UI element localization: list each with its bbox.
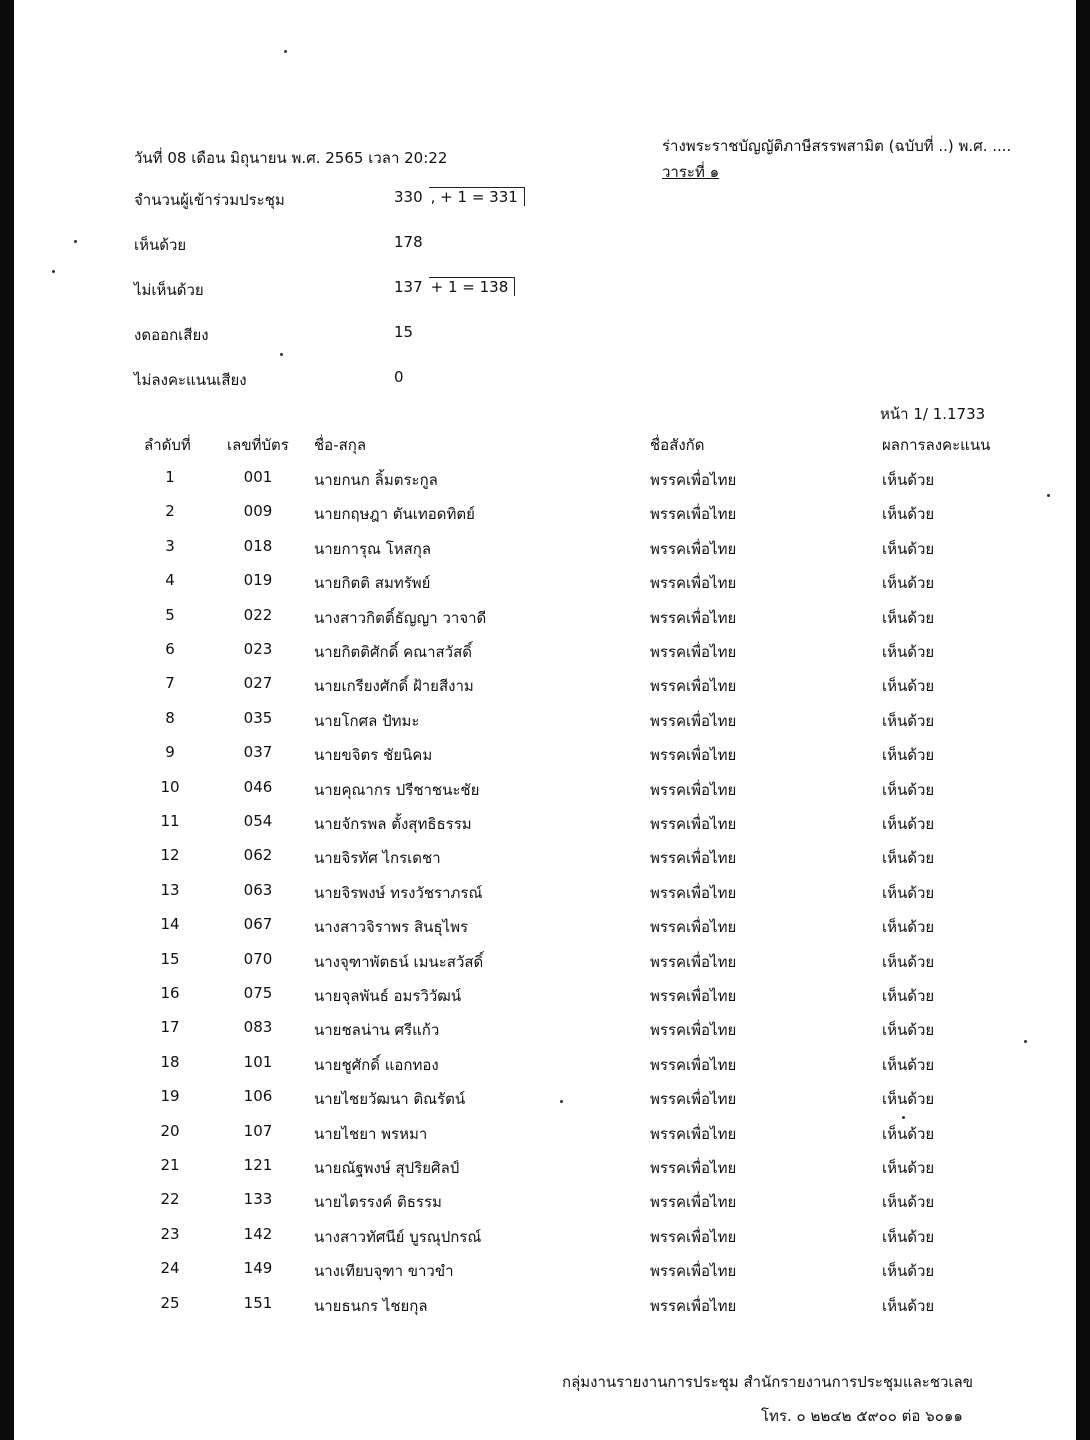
row-order: 21 [160, 1156, 180, 1174]
row-member-name: นางสาวทัศนีย์ บูรณุปกรณ์ [314, 1227, 482, 1246]
row-party: พรรคเพื่อไทย [650, 471, 737, 489]
row-member-name: นางสาวจิราพร สินธุไพร [314, 918, 469, 937]
footer-office: กลุ่มงานรายงานการประชุม สำนักรายงานการประชุมและชวเลข [562, 1373, 974, 1391]
row-member-name: นายขจิตร ชัยนิคม [314, 746, 433, 765]
row-card-number: 075 [243, 984, 273, 1002]
row-member-name: นายกิตติ สมทรัพย์ [314, 574, 431, 593]
summary-count: 330 [394, 188, 423, 206]
row-card-number: 142 [243, 1224, 273, 1243]
row-card-number: 035 [243, 708, 273, 727]
row-order: 6 [165, 640, 175, 658]
summary-count: 15 [394, 323, 414, 341]
row-party: พรรคเพื่อไทย [650, 677, 737, 696]
row-card-number: 106 [243, 1087, 273, 1106]
row-party: พรรคเพื่อไทย [650, 987, 737, 1005]
row-card-number: 046 [243, 777, 273, 796]
row-vote: เห็นด้วย [882, 1159, 935, 1177]
row-party: พรรคเพื่อไทย [650, 918, 737, 937]
row-vote: เห็นด้วย [882, 505, 935, 524]
header-vote-result: ผลการลงคะแนน [882, 436, 991, 454]
bill-title: ร่างพระราชบัญญัติภาษีสรรพสามิต (ฉบับที่ ..) พ.ศ. .... [662, 137, 1012, 155]
row-party: พรรคเพื่อไทย [650, 746, 737, 765]
row-order: 9 [165, 743, 175, 762]
row-card-number: 062 [243, 846, 273, 865]
scan-speck [1047, 494, 1050, 497]
row-party: พรรคเพื่อไทย [650, 849, 737, 868]
row-member-name: นางเทียบจุฑา ขาวขำ [314, 1262, 454, 1281]
row-order: 10 [160, 777, 180, 796]
row-order: 12 [160, 846, 180, 865]
row-party: พรรคเพื่อไทย [650, 574, 737, 593]
row-order: 14 [160, 915, 180, 934]
row-member-name: นายการุณ โหสกุล [314, 539, 432, 558]
row-member-name: นายธนกร ไชยกุล [314, 1296, 428, 1315]
row-member-name: นายไชยา พรหมา [314, 1124, 428, 1143]
row-order: 5 [165, 605, 175, 624]
row-member-name: นายจุลพันธ์ อมรวิวัฒน์ [314, 987, 462, 1005]
row-member-name: นายคุณากร ปรีชาชนะชัย [314, 780, 480, 799]
row-card-number: 001 [243, 468, 273, 486]
row-member-name: นายกนก ลิ้มตระกูล [314, 471, 438, 489]
row-order: 15 [160, 949, 180, 968]
row-order: 24 [160, 1259, 180, 1278]
row-vote: เห็นด้วย [882, 1090, 935, 1109]
row-order: 13 [160, 880, 180, 899]
row-party: พรรคเพื่อไทย [650, 1124, 737, 1143]
row-card-number: 133 [243, 1190, 273, 1209]
row-card-number: 009 [243, 502, 273, 521]
row-vote: เห็นด้วย [882, 815, 935, 833]
row-order: 8 [165, 708, 175, 727]
row-vote: เห็นด้วย [882, 471, 935, 489]
row-card-number: 107 [243, 1121, 273, 1140]
row-vote: เห็นด้วย [882, 1296, 935, 1315]
row-vote: เห็นด้วย [882, 1227, 935, 1246]
summary-value [394, 368, 404, 386]
row-member-name: นายชูศักดิ์ แอกทอง [314, 1055, 439, 1074]
row-party: พรรคเพื่อไทย [650, 1296, 737, 1315]
header-order: ลำดับที่ [144, 436, 191, 454]
row-card-number: 067 [243, 915, 273, 934]
row-order: 18 [160, 1052, 180, 1071]
row-card-number: 063 [243, 880, 273, 899]
row-order: 25 [160, 1293, 180, 1312]
row-vote: เห็นด้วย [882, 711, 935, 730]
row-card-number: 083 [243, 1018, 273, 1037]
scan-speck [284, 50, 287, 53]
row-party: พรรคเพื่อไทย [650, 815, 737, 833]
row-card-number: 054 [243, 812, 273, 830]
row-vote: เห็นด้วย [882, 746, 935, 765]
row-card-number: 027 [243, 674, 273, 693]
summary-count: 137 [394, 278, 423, 296]
row-party: พรรคเพื่อไทย [650, 883, 737, 902]
row-party: พรรคเพื่อไทย [650, 711, 737, 730]
row-party: พรรคเพื่อไทย [650, 643, 737, 661]
row-order: 4 [165, 571, 175, 590]
row-vote: เห็นด้วย [882, 608, 935, 627]
summary-value [394, 233, 423, 251]
row-vote: เห็นด้วย [882, 1021, 935, 1040]
row-order: 3 [165, 536, 175, 555]
row-member-name: นายจิรพงษ์ ทรงวัชราภรณ์ [314, 883, 483, 902]
summary-label: จำนวนผู้เข้าร่วมประชุม [134, 191, 285, 209]
row-party: พรรคเพื่อไทย [650, 608, 737, 627]
summary-adjustment: , + 1 = 331 [429, 187, 525, 206]
row-order: 16 [160, 984, 180, 1002]
row-card-number: 019 [243, 571, 273, 590]
row-order: 11 [160, 812, 180, 830]
row-member-name: นายจิรทัศ ไกรเดชา [314, 849, 441, 868]
row-order: 1 [165, 468, 175, 486]
row-order: 2 [165, 502, 175, 521]
row-vote: เห็นด้วย [882, 883, 935, 902]
row-member-name: นายจักรพล ตั้งสุทธิธรรม [314, 815, 472, 833]
row-vote: เห็นด้วย [882, 918, 935, 937]
row-vote: เห็นด้วย [882, 643, 935, 661]
row-party: พรรคเพื่อไทย [650, 539, 737, 558]
row-card-number: 037 [243, 743, 273, 762]
row-member-name: นายโกศล ปัทมะ [314, 711, 420, 730]
row-member-name: นายเกรียงศักดิ์ ฝ้ายสีงาม [314, 677, 474, 696]
row-vote: เห็นด้วย [882, 574, 935, 593]
row-order: 19 [160, 1087, 180, 1106]
summary-adjustment: + 1 = 138 [429, 277, 516, 296]
row-card-number: 022 [243, 605, 273, 624]
row-card-number: 023 [243, 640, 273, 658]
row-vote: เห็นด้วย [882, 1262, 935, 1281]
row-member-name: นายไตรรงค์ ติธรรม [314, 1193, 442, 1212]
row-order: 22 [160, 1190, 180, 1209]
row-order: 23 [160, 1224, 180, 1243]
row-card-number: 149 [243, 1259, 273, 1278]
row-party: พรรคเพื่อไทย [650, 780, 737, 799]
row-party: พรรคเพื่อไทย [650, 952, 737, 971]
row-vote: เห็นด้วย [882, 987, 935, 1005]
row-order: 7 [165, 674, 175, 693]
row-order: 17 [160, 1018, 180, 1037]
summary-label: ไม่เห็นด้วย [134, 281, 204, 299]
summary-value [394, 323, 413, 341]
document-page [14, 0, 1076, 1440]
summary-label: เห็นด้วย [134, 236, 187, 254]
row-vote: เห็นด้วย [882, 677, 935, 696]
summary-value [394, 278, 515, 296]
row-member-name: นายกิตติศักดิ์ คณาสวัสดิ์ [314, 643, 472, 661]
summary-count: 178 [394, 233, 423, 251]
header-name: ชื่อ-สกุล [314, 436, 367, 454]
reading-label: วาระที่ ๑ [662, 163, 720, 181]
row-vote: เห็นด้วย [882, 952, 935, 971]
scan-speck [280, 353, 283, 356]
row-party: พรรคเพื่อไทย [650, 1227, 737, 1246]
scan-speck [74, 240, 77, 243]
row-card-number: 070 [243, 949, 273, 968]
row-member-name: นางจุฑาพัตธน์ เมนะสวัสดิ์ [314, 952, 484, 971]
row-vote: เห็นด้วย [882, 849, 935, 868]
scan-speck [902, 1116, 905, 1119]
row-member-name: นายณัฐพงษ์ สุปริยศิลป์ [314, 1159, 460, 1177]
row-member-name: นางสาวกิตติ์ธัญญา วาจาดี [314, 608, 487, 627]
row-card-number: 101 [243, 1052, 273, 1071]
row-member-name: นายชลน่าน ศรีแก้ว [314, 1021, 440, 1040]
row-party: พรรคเพื่อไทย [650, 505, 737, 524]
header-card-number: เลขที่บัตร [227, 436, 289, 454]
row-member-name: นายไชยวัฒนา ติณรัตน์ [314, 1090, 466, 1109]
row-vote: เห็นด้วย [882, 1124, 935, 1143]
row-order: 20 [160, 1121, 180, 1140]
date-line: วันที่ 08 เดือน มิถุนายน พ.ศ. 2565 เวลา 20:22 [134, 149, 448, 167]
row-member-name: นายกฤษฎา ตันเทอดทิตย์ [314, 505, 475, 524]
row-party: พรรคเพื่อไทย [650, 1262, 737, 1281]
scan-speck [52, 270, 55, 273]
row-party: พรรคเพื่อไทย [650, 1090, 737, 1109]
row-party: พรรคเพื่อไทย [650, 1193, 737, 1212]
header-party: ชื่อสังกัด [650, 436, 705, 454]
summary-count: 0 [394, 368, 404, 386]
row-vote: เห็นด้วย [882, 1193, 935, 1212]
row-vote: เห็นด้วย [882, 539, 935, 558]
row-vote: เห็นด้วย [882, 780, 935, 799]
page-number: หน้า 1/ 1.1733 [880, 405, 986, 423]
row-party: พรรคเพื่อไทย [650, 1055, 737, 1074]
footer-phone: โทร. ๐ ๒๒๔๒ ๕๙๐๐ ต่อ ๖๐๑๑ [761, 1407, 963, 1425]
row-party: พรรคเพื่อไทย [650, 1159, 737, 1177]
summary-label: ไม่ลงคะแนนเสียง [134, 371, 247, 389]
row-card-number: 018 [243, 536, 273, 555]
scan-speck [560, 1100, 563, 1103]
row-party: พรรคเพื่อไทย [650, 1021, 737, 1040]
row-vote: เห็นด้วย [882, 1055, 935, 1074]
row-card-number: 121 [243, 1156, 273, 1174]
scan-speck [1024, 1040, 1027, 1043]
summary-value [394, 188, 525, 206]
row-card-number: 151 [243, 1293, 273, 1312]
summary-label: งดออกเสียง [134, 326, 209, 344]
